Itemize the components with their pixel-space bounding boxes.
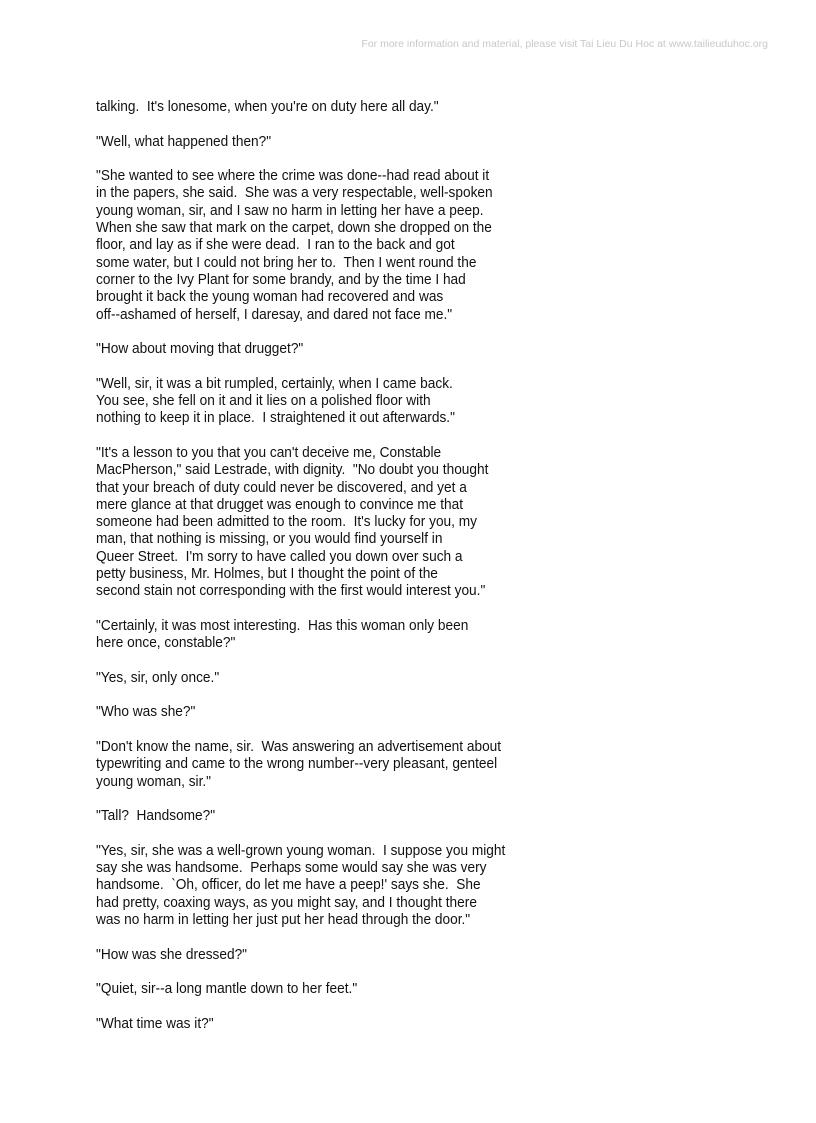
text-line: "Certainly, it was most interesting. Has this woman only been (96, 616, 469, 634)
paragraph (96, 444, 546, 600)
text-line: "How about moving that drugget?" (96, 340, 304, 358)
text-line: "Yes, sir, only once." (96, 668, 220, 686)
text-line: mere glance at that drugget was enough to convince me that (96, 495, 464, 513)
text-line: here once, constable?" (96, 634, 236, 652)
text-line: "Quiet, sir--a long mantle down to her feet." (96, 980, 358, 998)
text-line: You see, she fell on it and it lies on a polished floor with (96, 392, 431, 410)
text-line: had pretty, coaxing ways, as you might say, and I thought there (96, 893, 477, 911)
text-line: man, that nothing is missing, or you would find yourself in (96, 530, 443, 548)
paragraph (96, 738, 546, 790)
text-line: in the papers, she said. She was a very respectable, well-spoken (96, 184, 493, 202)
text-line: When she saw that mark on the carpet, down she dropped on the (96, 219, 492, 237)
text-line: "How was she dressed?" (96, 945, 248, 963)
paragraph (96, 340, 546, 357)
paragraph (96, 617, 546, 652)
paragraph (96, 133, 546, 150)
text-line: "Well, what happened then?" (96, 132, 272, 150)
text-line: Queer Street. I'm sorry to have called you down over such a (96, 547, 463, 565)
paragraph (96, 980, 546, 997)
text-line: "She wanted to see where the crime was done--had read about it (96, 167, 490, 185)
text-line: "Well, sir, it was a bit rumpled, certainly, when I came back. (96, 374, 453, 392)
paragraph (96, 842, 546, 928)
text-line: "Tall? Handsome?" (96, 807, 216, 825)
paragraph (96, 1015, 546, 1032)
text-line: corner to the Ivy Plant for some brandy, and by the time I had (96, 270, 466, 288)
text-line: nothing to keep it in place. I straightened it out afterwards." (96, 409, 455, 427)
paragraph (96, 98, 546, 115)
text-line: typewriting and came to the wrong number--very pleasant, genteel (96, 755, 498, 773)
paragraph (96, 669, 546, 686)
text-line: second stain not corresponding with the first would interest you." (96, 582, 486, 600)
text-line: "Yes, sir, she was a well-grown young woman. I suppose you might (96, 841, 506, 859)
text-line: young woman, sir." (96, 772, 212, 790)
text-line: say she was handsome. Perhaps some would say she was very (96, 859, 487, 877)
paragraph (96, 375, 546, 427)
text-line: "It's a lesson to you that you can't deceive me, Constable (96, 443, 442, 461)
text-line: "Who was she?" (96, 703, 196, 721)
text-line: handsome. `Oh, officer, do let me have a peep!' says she. She (96, 876, 481, 894)
header-website-note: For more information and material, please visit Tai Lieu Du Hoc at www.tailieuduhoc.org (361, 38, 768, 50)
text-line: young woman, sir, and I saw no harm in letting her have a peep. (96, 201, 484, 219)
text-line: floor, and lay as if she were dead. I ran to the back and got (96, 236, 455, 254)
text-line: MacPherson," said Lestrade, with dignity. "No doubt you thought (96, 461, 489, 479)
paragraph (96, 167, 546, 323)
text-line: some water, but I could not bring her to. Then I went round the (96, 253, 477, 271)
text-line: off--ashamed of herself, I daresay, and dared not face me." (96, 305, 453, 323)
text-line: petty business, Mr. Holmes, but I thought the point of the (96, 565, 438, 583)
text-line: talking. It's lonesome, when you're on duty here all day." (96, 98, 439, 115)
paragraph (96, 946, 546, 963)
paragraph (96, 703, 546, 720)
text-line: brought it back the young woman had recovered and was (96, 288, 444, 306)
document-body (96, 98, 546, 1049)
text-line: someone had been admitted to the room. It's lucky for you, my (96, 513, 477, 531)
text-line: "Don't know the name, sir. Was answering an advertisement about (96, 737, 502, 755)
text-line: was no harm in letting her just put her head through the door." (96, 910, 471, 928)
text-line: that your breach of duty could never be discovered, and yet a (96, 478, 467, 496)
text-line: "What time was it?" (96, 1014, 214, 1032)
paragraph (96, 807, 546, 824)
